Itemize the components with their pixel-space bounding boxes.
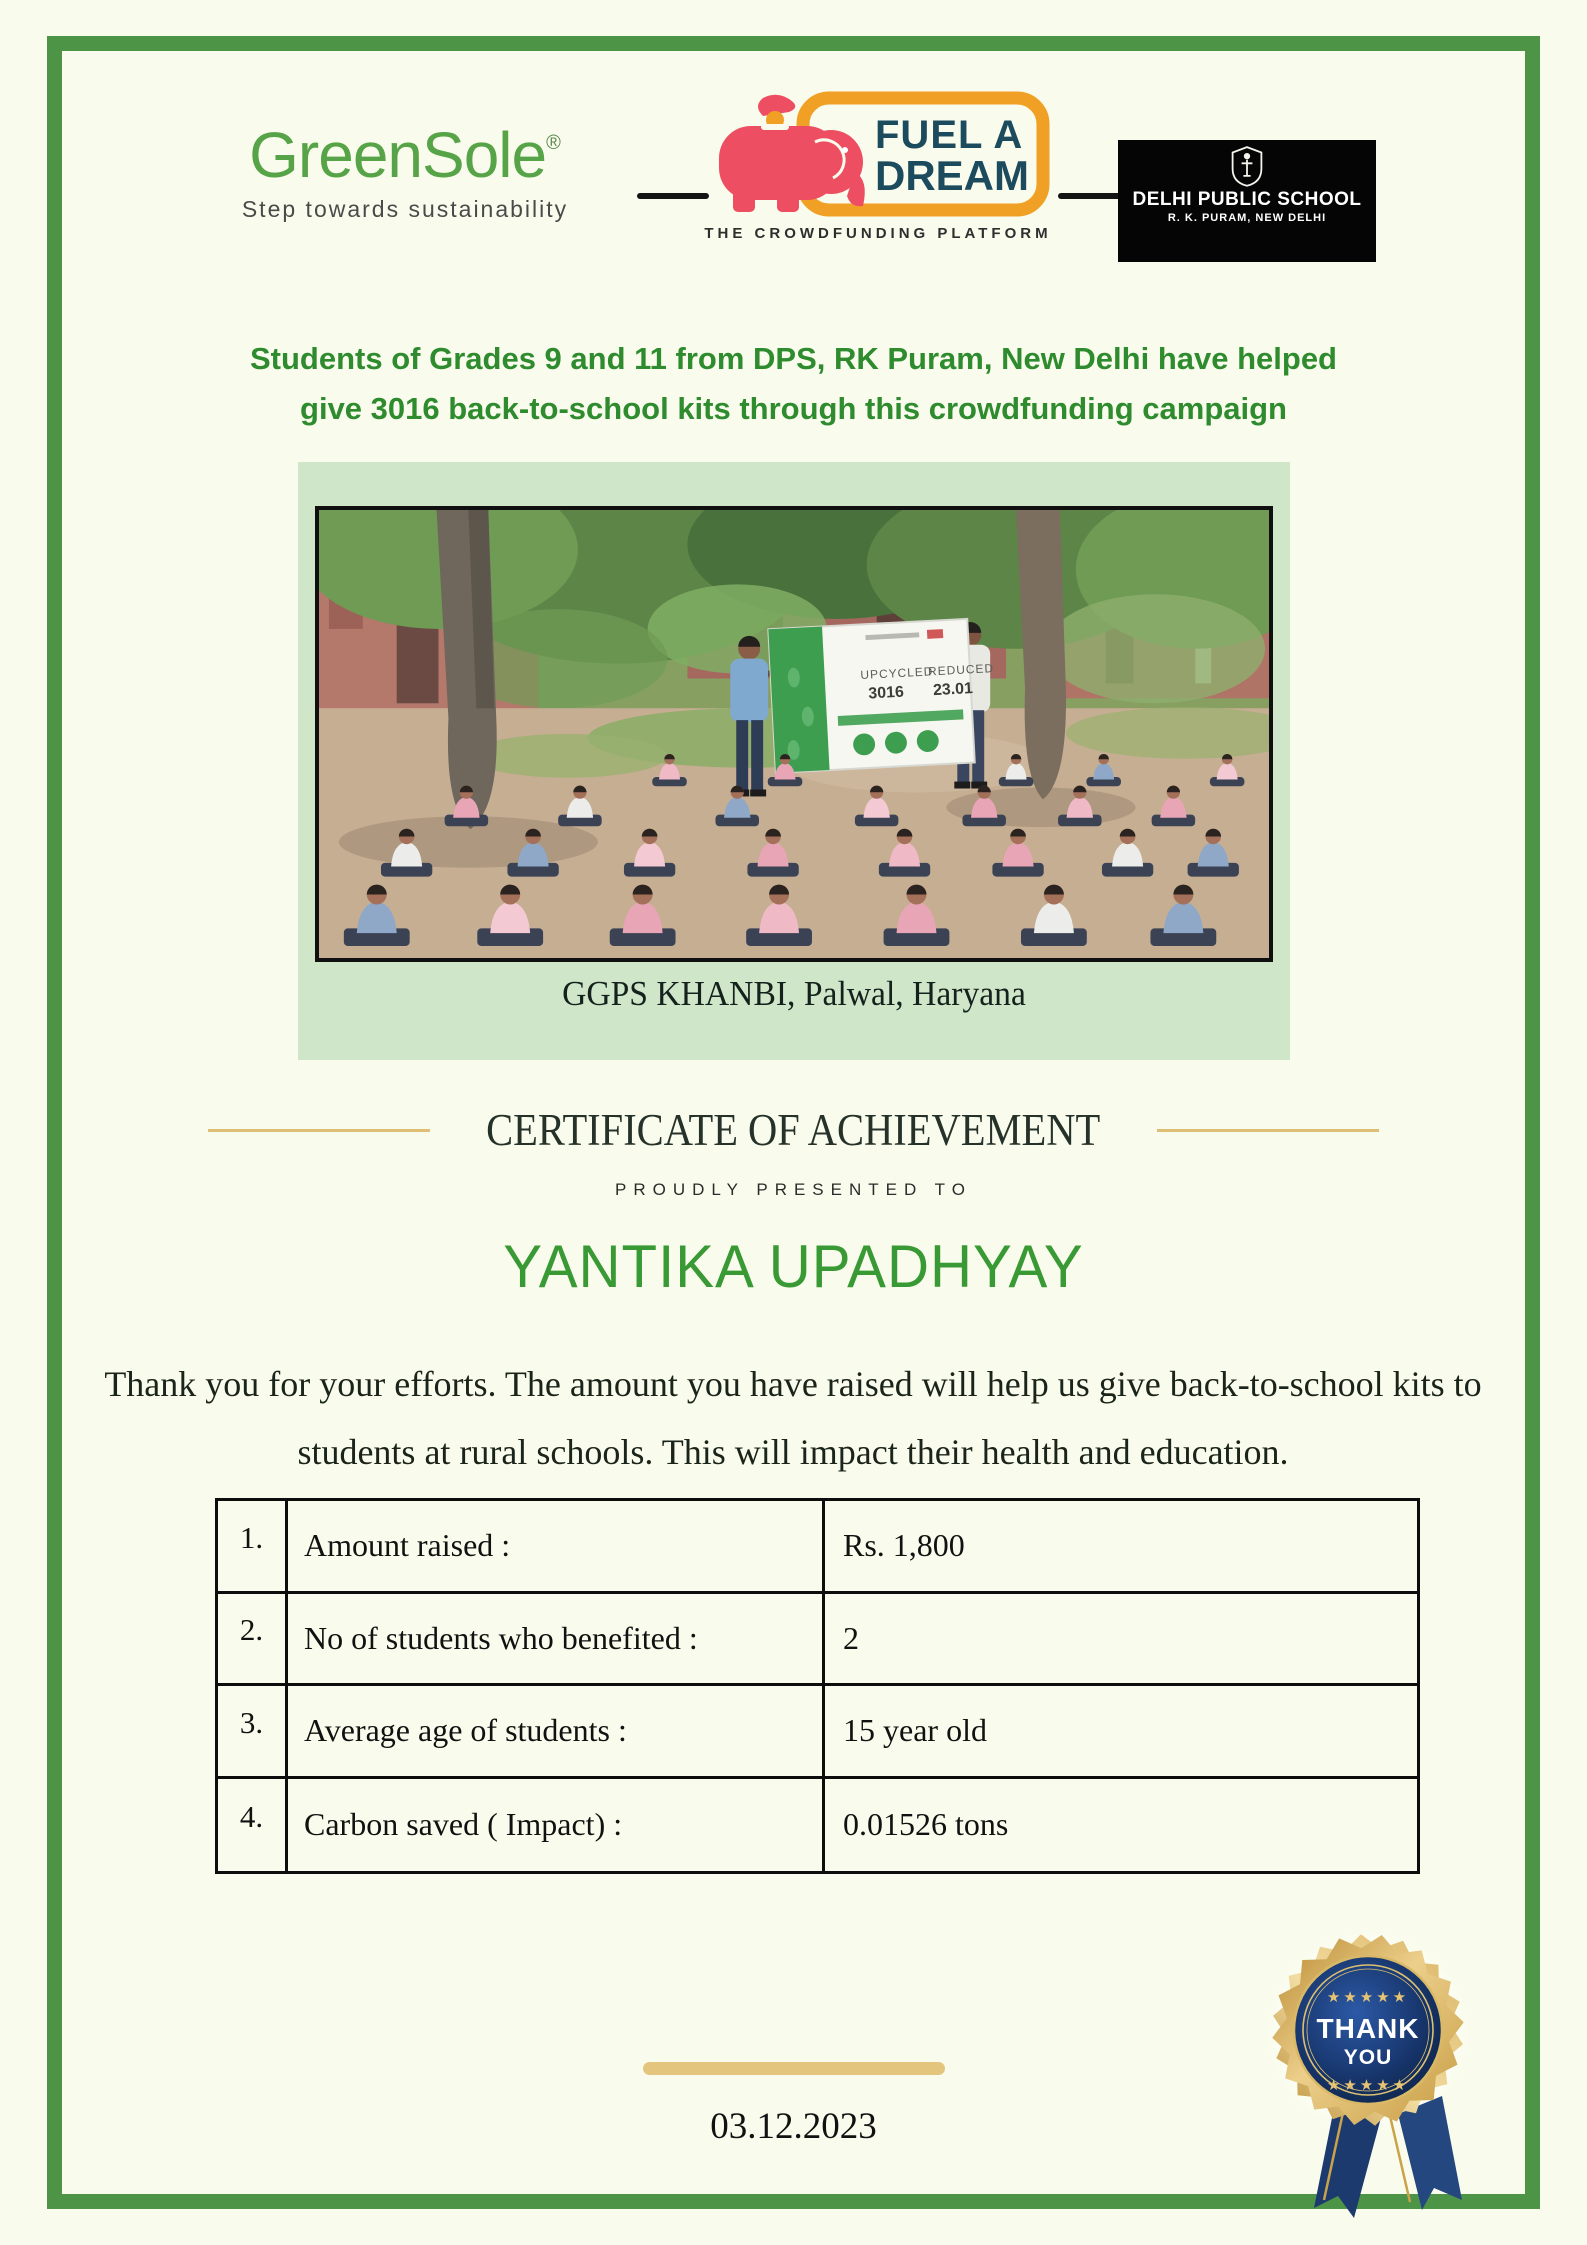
presented-label: PROUDLY PRESENTED TO — [615, 1180, 972, 1199]
banner-reduced-value: 23.01 — [932, 680, 974, 700]
thank-you-message: Thank you for your efforts. The amount you have raised will help us give back-to-school kits to students at rural schools. This will impact their health and education. — [104, 1364, 1482, 1472]
greensole-logo — [180, 118, 630, 223]
row-value: 15 year old — [843, 1712, 987, 1749]
dps-name: DELHI PUBLIC SCHOOL — [1132, 189, 1362, 210]
intro-line1: Students of Grades 9 and 11 from DPS, RK Puram, New Delhi have helped — [250, 341, 1337, 376]
row-label: Carbon saved ( Impact) : — [288, 1779, 825, 1872]
row-number: 3. — [218, 1686, 288, 1776]
fad-line2: DREAM — [875, 152, 1029, 199]
photo-caption: GGPS KHANBI, Palwal, Haryana — [562, 974, 1026, 1013]
banner-upcycled-value: 3016 — [868, 683, 905, 703]
row-label: Average age of students : — [288, 1686, 825, 1776]
row-number: 2. — [218, 1594, 288, 1684]
dps-logo — [1118, 140, 1376, 262]
stars-top: ★★★★★ — [1326, 1989, 1410, 2006]
greensole-tagline: Step towards sustainability — [241, 196, 569, 222]
certificate-date: 03.12.2023 — [710, 2106, 877, 2147]
intro-line2: give 3016 back-to-school kits through this crowdfunding campaign — [300, 391, 1287, 426]
row-value: 0.01526 tons — [843, 1806, 1009, 1843]
table-row — [218, 1501, 1417, 1594]
certificate-title-row — [0, 1104, 1587, 1156]
fuel-a-dream-elephant-icon — [703, 90, 1053, 218]
banner-upcycled-label: UPCYCLED — [860, 664, 934, 683]
recipient-name: YANTIKA UPADHYAY — [503, 1233, 1084, 1300]
school-yard-scene — [319, 510, 1269, 958]
fuel-a-dream-logo — [703, 90, 1053, 242]
school-photo — [315, 506, 1273, 962]
badge-line1: THANK — [1316, 2013, 1420, 2044]
greensole-wordmark: GreenSole — [249, 119, 547, 191]
dps-crest-icon — [1229, 145, 1265, 187]
table-row — [218, 1779, 1417, 1872]
dps-location: R. K. PURAM, NEW DELHI — [1167, 212, 1327, 224]
campaign-banner — [768, 618, 999, 773]
row-number: 4. — [218, 1779, 288, 1872]
table-row — [218, 1594, 1417, 1687]
registered-mark-icon: ® — [546, 132, 561, 154]
row-value: Rs. 1,800 — [843, 1527, 965, 1564]
badge-line2: YOU — [1343, 2046, 1393, 2069]
rosette-ribbon-icon — [1264, 1912, 1474, 2237]
row-label: No of students who benefited : — [288, 1594, 825, 1684]
gold-divider-right — [1157, 1129, 1379, 1132]
row-number: 1. — [218, 1501, 288, 1591]
gold-footer-bar — [643, 2062, 945, 2075]
fad-line1: FUEL A — [875, 113, 1024, 157]
thank-you-badge — [1264, 1912, 1474, 2237]
logo-separator-dash — [637, 193, 709, 199]
banner-reduced-label: REDUCED — [927, 661, 995, 679]
photo-panel — [298, 462, 1290, 1060]
stats-table — [215, 1498, 1420, 1874]
certificate-title: CERTIFICATE OF ACHIEVEMENT — [486, 1105, 1101, 1155]
row-value: 2 — [843, 1619, 859, 1656]
stars-bottom: ★★★★★ — [1326, 2077, 1410, 2094]
fuel-a-dream-tagline: THE CROWDFUNDING PLATFORM — [704, 225, 1052, 242]
table-row — [218, 1686, 1417, 1779]
row-label: Amount raised : — [288, 1501, 825, 1591]
gold-divider-left — [208, 1129, 430, 1132]
intro-text — [0, 334, 1587, 434]
